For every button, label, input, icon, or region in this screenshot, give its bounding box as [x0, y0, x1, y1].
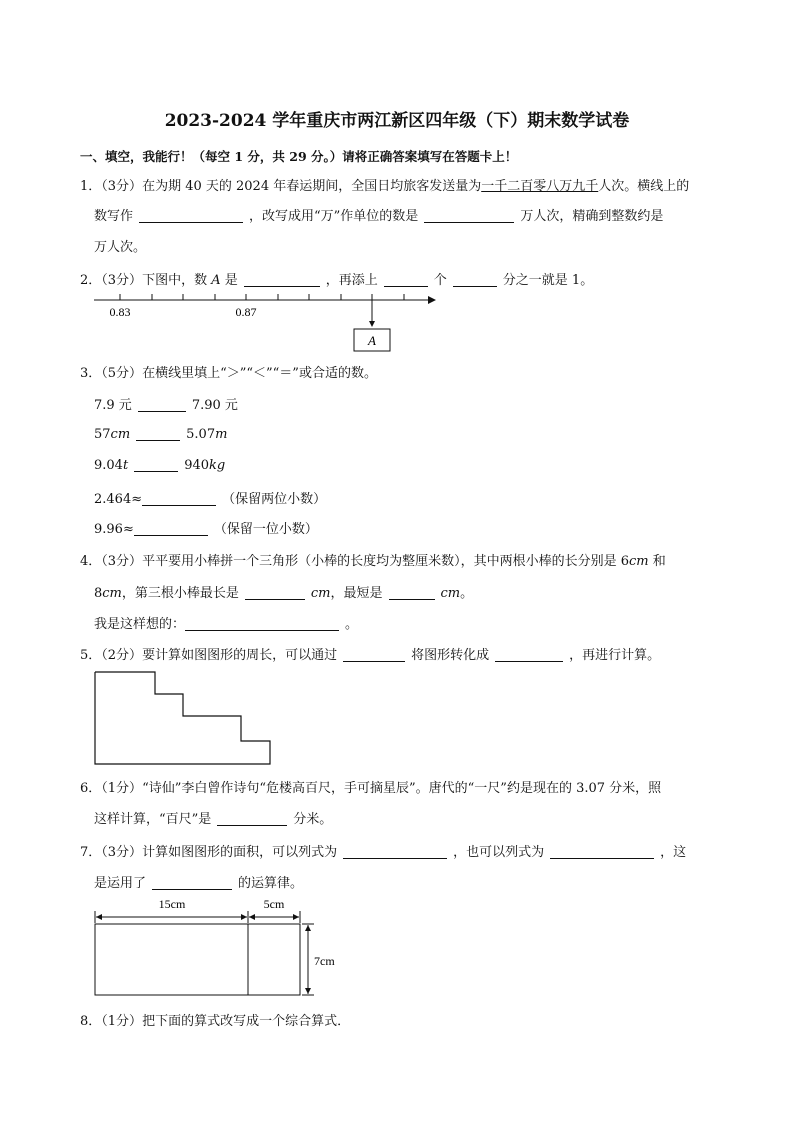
answer-blank[interactable]: [389, 585, 435, 600]
answer-blank[interactable]: [424, 208, 514, 223]
answer-blank[interactable]: [134, 457, 178, 472]
question-3-row-5: [94, 518, 318, 537]
question-text: 分米。: [293, 812, 333, 827]
row-note: （保留两位小数）: [222, 492, 327, 507]
question-7-line-2: [94, 872, 303, 891]
answer-blank[interactable]: [138, 397, 186, 412]
answer-blank[interactable]: [244, 272, 320, 287]
answer-blank[interactable]: [453, 272, 497, 287]
question-text: 计算如图图形的面积，可以列式为: [142, 845, 338, 860]
answer-blank[interactable]: [550, 844, 654, 859]
row-note: （保留一位小数）: [213, 522, 318, 537]
dim-arrow: [293, 914, 299, 920]
question-number: 2．: [80, 273, 102, 288]
question-score: （5分）: [101, 366, 143, 381]
question-score: （2分）: [101, 648, 143, 663]
number-line-arrow: [428, 296, 436, 304]
question-text: ，改写成用“万”作单位的数是: [249, 209, 419, 224]
staircase-figure: [90, 668, 310, 768]
question-number: 7．: [80, 845, 102, 860]
question-text: 下图中，数: [142, 273, 208, 288]
question-text: ，再进行计算。: [569, 648, 661, 663]
dim-arrow: [305, 925, 311, 931]
dim-arrow: [241, 914, 247, 920]
rectangle-figure: [88, 893, 358, 1003]
pointer-arrow-head: [369, 321, 375, 327]
answer-blank[interactable]: [139, 208, 243, 223]
dim-arrow: [249, 914, 255, 920]
question-score: （3分）: [101, 273, 143, 288]
page-title: 2023-2024 学年重庆市两江新区四年级（下）期末数学试卷: [164, 111, 630, 131]
question-text: 8: [94, 586, 103, 601]
question-1-line-1: [80, 175, 689, 194]
unit: cm: [110, 427, 131, 442]
question-score: （1分）: [101, 1014, 143, 1029]
dim-label-15: 15cm: [158, 897, 186, 911]
unit: t: [122, 458, 129, 473]
question-score: （3分）: [101, 845, 143, 860]
outer-rectangle: [95, 924, 300, 995]
question-number: 6．: [80, 781, 102, 796]
question-text: ，最短是: [330, 586, 383, 601]
question-text: 分之一就是 1。: [502, 273, 594, 288]
unit: cm: [440, 586, 461, 601]
answer-blank[interactable]: [152, 875, 232, 890]
question-text: 个: [433, 273, 447, 288]
answer-blank[interactable]: [343, 844, 447, 859]
question-3-row-1: [94, 394, 238, 413]
question-text: 平平要用小棒拼一个三角形（小棒的长度均为整厘米数），其中两根小棒的长分别是 6: [142, 554, 629, 569]
answer-blank[interactable]: [185, 616, 339, 631]
number-line-ticks: [120, 294, 404, 300]
row-right: 7.90 元: [191, 398, 238, 413]
question-text: 数写作: [94, 209, 134, 224]
question-text: 我是这样想的：: [94, 617, 186, 632]
question-text: 的运算律。: [238, 876, 304, 891]
tick-label-left: 0.83: [109, 305, 131, 319]
question-text: 万人次，精确到整数约是: [520, 209, 664, 224]
unit: kg: [209, 458, 226, 473]
row-right: 940: [184, 458, 210, 473]
question-text: 在为期 40 天的 2024 年春运期间，全国日均旅客发送量为: [142, 179, 482, 194]
question-text: 。: [345, 617, 359, 632]
dim-label-7: 7cm: [314, 954, 335, 968]
question-number: 3．: [80, 366, 102, 381]
answer-blank[interactable]: [245, 585, 305, 600]
dim-arrow: [305, 988, 311, 994]
question-score: （3分）: [101, 554, 143, 569]
unit: cm: [310, 586, 331, 601]
question-1-line-2: [94, 205, 663, 224]
question-6-line-1: [80, 777, 661, 796]
question-text: 和: [648, 554, 666, 569]
number-line-figure: [90, 288, 440, 358]
row-left: 7.9 元: [94, 398, 132, 413]
question-text: ，第三根小棒最长是: [121, 586, 239, 601]
question-text: 是: [224, 273, 238, 288]
question-4-line-2: [94, 582, 473, 601]
question-3-row-3: [94, 457, 225, 473]
section-heading: 一、填空，我能行！（每空 1 分，共 29 分。）请将正确答案填写在答题卡上！: [80, 149, 518, 164]
label-box-text: A: [368, 333, 376, 348]
row-right: 5.07: [186, 427, 216, 442]
unit: m: [215, 427, 228, 442]
question-number: 4．: [80, 554, 102, 569]
question-score: （3分）: [101, 179, 143, 194]
variable-a: A: [211, 273, 221, 288]
question-8-line-1: [80, 1010, 350, 1029]
question-text: 要计算如图图形的周长，可以通过: [142, 648, 338, 663]
question-text: 把下面的算式改写成一个综合算式．: [142, 1014, 351, 1029]
answer-blank[interactable]: [217, 811, 287, 826]
question-number: 5．: [80, 648, 102, 663]
answer-blank[interactable]: [343, 647, 405, 662]
staircase-shape: [95, 672, 270, 764]
dim-label-5: 5cm: [263, 897, 285, 911]
answer-blank[interactable]: [142, 491, 216, 506]
question-5-line-1: [80, 644, 660, 663]
question-text: ，这: [660, 845, 687, 860]
row-left: 9.96≈: [94, 522, 134, 537]
dim-arrow: [96, 914, 102, 920]
question-text: 在横线里填上“＞”“＜”“＝”或合适的数。: [142, 366, 377, 381]
question-text: 是运用了: [94, 876, 147, 891]
question-1-line-3: 万人次。: [94, 240, 147, 255]
tick-label-mid: 0.87: [235, 305, 257, 319]
question-6-line-2: [94, 808, 332, 827]
question-text: “诗仙”李白曾作诗句“危楼高百尺，手可摘星辰”。唐代的“一尺”约是现在的 3.07 分米，照: [142, 781, 662, 796]
answer-blank[interactable]: [136, 426, 180, 441]
question-text: 将图形转化成: [411, 648, 490, 663]
question-number: 8．: [80, 1014, 102, 1029]
question-4-line-1: [80, 550, 666, 569]
question-number: 1．: [80, 179, 102, 194]
question-3-row-4: [94, 488, 326, 507]
row-left: 2.464≈: [94, 492, 143, 507]
question-score: （1分）: [101, 781, 143, 796]
question-7-line-1: [80, 841, 686, 860]
question-text: 这样计算，“百尺”是: [94, 812, 212, 827]
question-text: ，再添上: [325, 273, 378, 288]
unit: cm: [628, 554, 649, 569]
question-text: ，也可以列式为: [453, 845, 545, 860]
row-left: 57: [94, 427, 111, 442]
unit: cm: [102, 586, 122, 601]
answer-blank[interactable]: [134, 521, 208, 536]
row-left: 9.04: [94, 458, 123, 473]
question-3-row-2: [94, 426, 227, 442]
question-2-line-1: [80, 269, 593, 288]
question-4-line-3: [94, 613, 358, 632]
underlined-number: 一千二百零八万九千: [481, 179, 599, 194]
question-3-line-1: [80, 362, 377, 381]
question-text: 。: [460, 586, 474, 601]
question-text: 人次。横线上的: [598, 179, 690, 194]
answer-blank[interactable]: [384, 272, 428, 287]
answer-blank[interactable]: [495, 647, 563, 662]
